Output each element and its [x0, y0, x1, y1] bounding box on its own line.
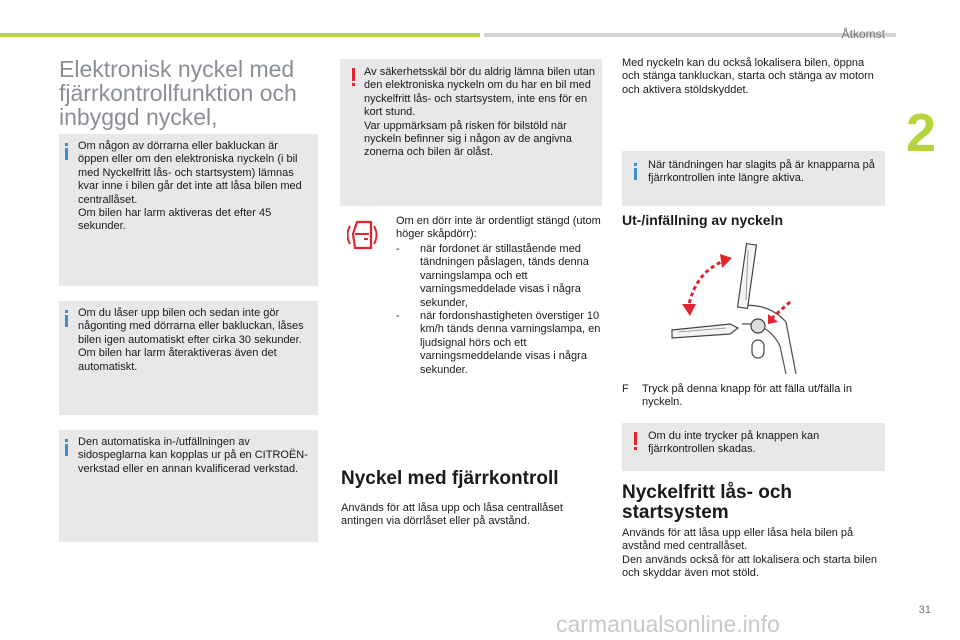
remote-key-text: Används för att låsa upp och låsa centrallåset antingen via dörrlåset eller på avstånd.	[341, 502, 563, 528]
heading-remote-key: Nyckel med fjärrkontroll	[341, 468, 559, 489]
warning-text-2: Om du inte trycker på knappen kan fjärrkontrollen skadas.	[648, 430, 820, 456]
warning-text: Av säkerhetsskäl bör du aldrig lämna bilen utan den elektroniska nyckeln om du har en bil med nyckelfritt lås- och startsystem, inte ens för en kort stund. Var uppmärksam på risken för bilstöld när nyckeln befinner sig i någon av de angivna zonerna och bilen är olåst.	[364, 66, 595, 159]
list-item: - när fordonshastigheten överstiger 10 km/h tänds denna varningslampa, en ljudsignal hörs och ett varningsmeddelande visas i några sekunder.	[396, 310, 601, 376]
warning-icon	[352, 68, 355, 81]
page-title: Elektronisk nyckel med fjärrkontrollfunktion och inbyggd nyckel,	[59, 56, 297, 130]
info-box-4	[622, 151, 885, 206]
key-fold-illustration	[668, 242, 804, 379]
info-icon	[65, 310, 68, 313]
info-icon	[634, 163, 637, 166]
info-icon	[65, 439, 68, 442]
info-text-1: Om någon av dörrarna eller bakluckan är öppen eller om den elektroniska nyckeln (i bil med Nyckelfritt lås- och startsystem) lämnas kvar inne i bilen går det inte att låsa bilen med centrallåset. Om bilen har larm aktiveras det efter 45 sekunder.	[78, 140, 302, 233]
door-warning-intro: Om en dörr inte är ordentligt stängd (utom höger skåpdörr):	[396, 215, 601, 241]
key-functions-text: Med nyckeln kan du också lokalisera bilen, öppna och stänga tankluckan, starta och stänga av motorn och aktivera stöldskyddet.	[622, 57, 874, 96]
door-warning-list	[396, 243, 604, 377]
info-text-2: Om du låser upp bilen och sedan inte gör någonting med dörrarna eller bakluckan, låses bilen igen automatiskt efter cirka 30 sekunder. Om bilen har larm återaktiveras även det automatiskt.	[78, 307, 304, 373]
warning-icon	[634, 432, 637, 445]
info-text-3: Den automatiska in-/utfällningen av sidospeglarna kan kopplas ur på en CITROËN-verkstad eller en annan kvalificerad verkstad.	[78, 436, 308, 475]
warning-box	[340, 59, 602, 206]
info-box-1	[59, 134, 318, 286]
watermark: carmanualsonline.info	[556, 611, 780, 637]
key-fold-instruction: F Tryck på denna knapp för att fälla ut/fälla in nyckeln.	[622, 383, 852, 409]
keyless-text: Används för att låsa upp eller låsa hela bilen på avstånd med centrallåset. Den används också för att lokalisera och starta bilen och skyddar även mot stöld.	[622, 527, 877, 580]
heading-keyless: Nyckelfritt lås- och startsystem	[622, 482, 792, 523]
section-label: Åtkomst	[841, 27, 885, 41]
list-item: - när fordonet är stillastående med tändningen påslagen, tänds denna varningslampa och ett varningsmeddelade visas i några sekunder,	[396, 243, 589, 309]
info-box-2	[59, 301, 318, 415]
header-divider	[484, 33, 896, 37]
info-box-3	[59, 430, 318, 542]
chapter-number: 2	[906, 103, 937, 163]
info-text-4: När tändningen har slagits på är knapparna på fjärrkontrollen inte längre aktiva.	[648, 159, 875, 185]
info-icon	[65, 143, 68, 146]
heading-key-fold: Ut-/infällning av nyckeln	[622, 212, 784, 228]
door-open-warning-icon	[347, 218, 383, 259]
warning-box-2	[622, 423, 885, 471]
header-accent-bar	[0, 33, 480, 37]
bullet-icon: F	[622, 383, 629, 395]
page-number: 31	[918, 604, 931, 616]
